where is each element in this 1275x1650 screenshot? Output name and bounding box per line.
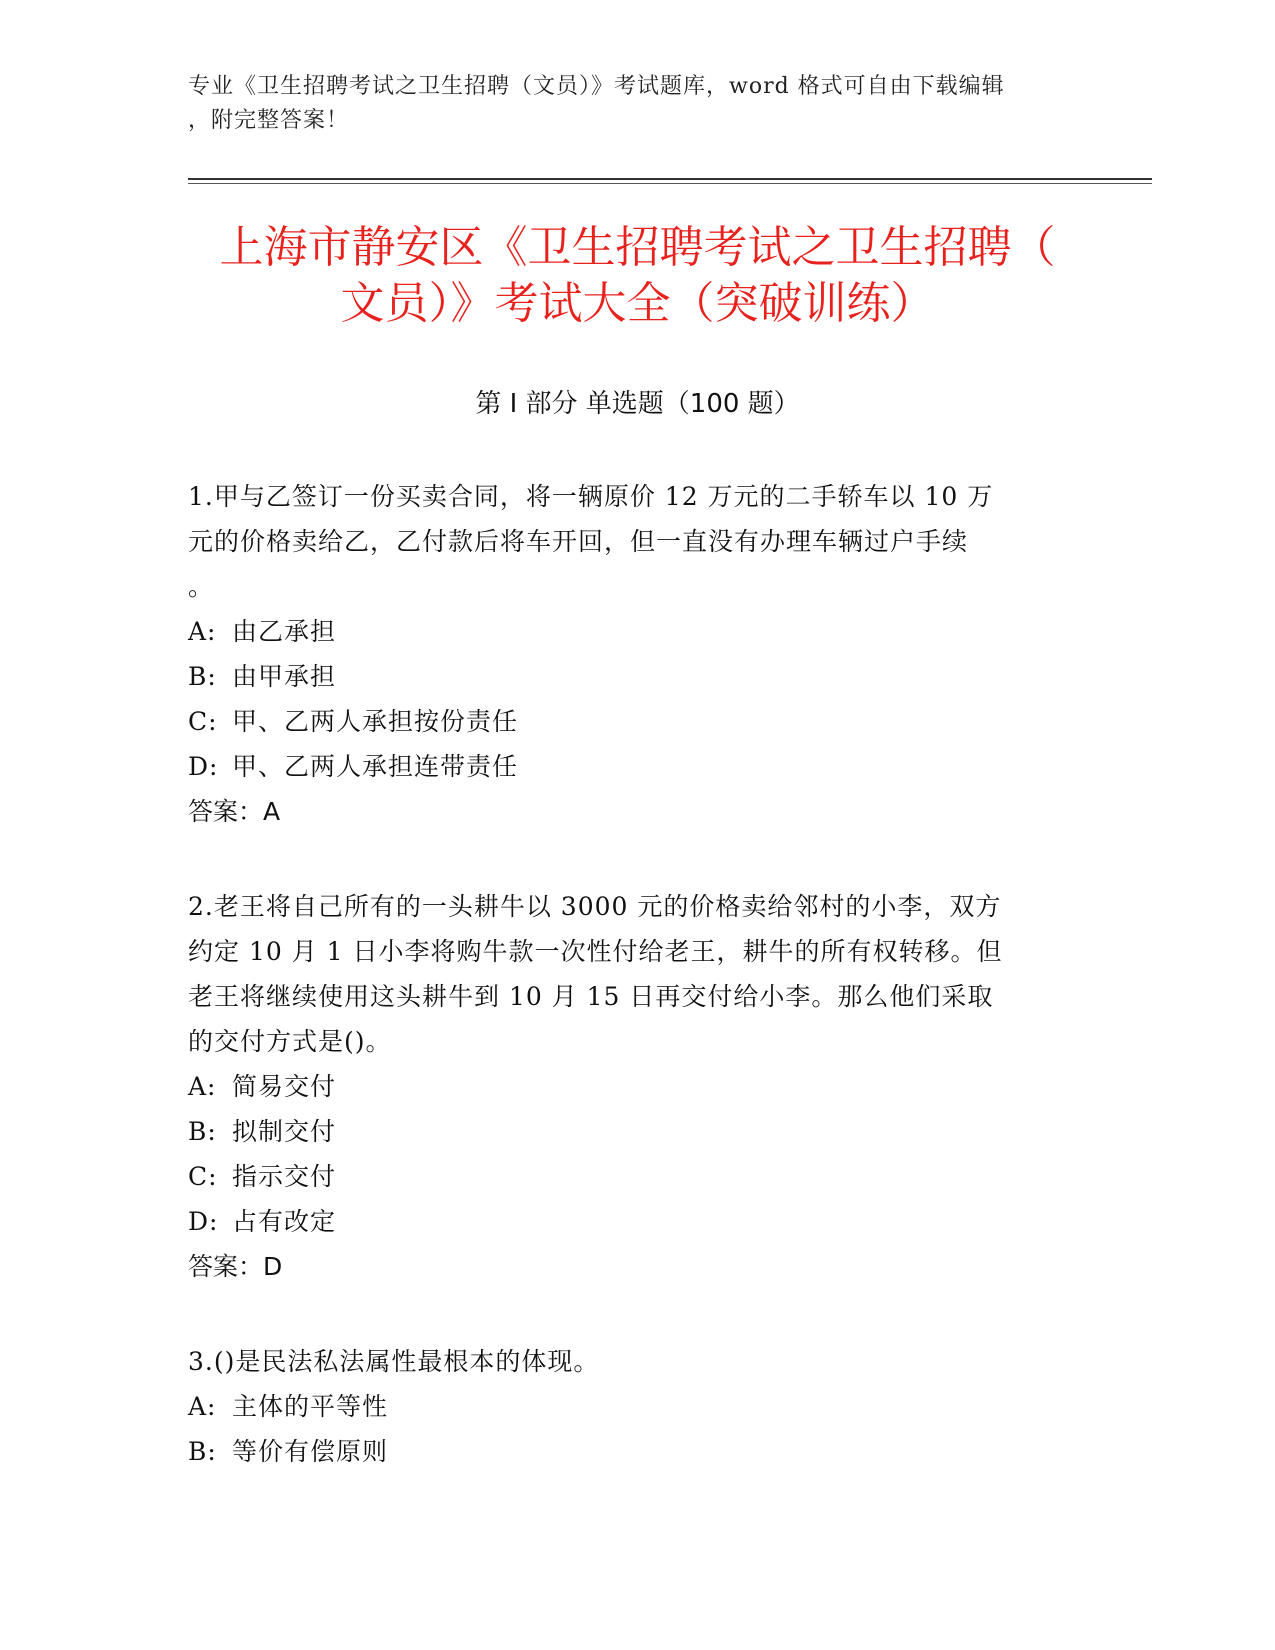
header-note-line-2: ，附完整答案！ — [188, 108, 350, 133]
option-letter: B: — [188, 1437, 217, 1466]
option-text: 拟制交付 — [232, 1117, 337, 1146]
question-stem-line: 1.甲与乙签订一份买卖合同，将一辆原价 12 万元的二手轿车以 10 万 — [188, 482, 994, 511]
option-letter: C: — [188, 1162, 218, 1191]
option-letter: C: — [188, 707, 218, 736]
option-text: 由乙承担 — [232, 617, 337, 646]
option-text: 指示交付 — [232, 1162, 337, 1191]
option-text: 简易交付 — [232, 1072, 337, 1101]
option-c — [188, 1154, 1068, 1199]
option-b — [188, 1429, 1068, 1474]
header-divider-thick — [188, 178, 1152, 180]
option-c — [188, 699, 1068, 744]
document-title-line-1: 上海市静安区《卫生招聘考试之卫生招聘（ — [219, 222, 1056, 273]
header-divider-thin — [188, 183, 1152, 184]
answer-line: 答案：A — [188, 797, 281, 826]
option-a — [188, 609, 1068, 654]
question-stem-line: 约定 10 月 1 日小李将购牛款一次性付给老王，耕牛的所有权转移。但 — [188, 937, 1003, 966]
option-text: 甲、乙两人承担按份责任 — [232, 707, 519, 736]
option-letter: A: — [188, 1392, 217, 1421]
option-letter: B: — [188, 662, 217, 691]
option-b — [188, 654, 1068, 699]
section-heading: 第 I 部分 单选题（100 题） — [475, 389, 800, 419]
question-stem-line: 2.老王将自己所有的一头耕牛以 3000 元的价格卖给邻村的小李，双方 — [188, 892, 1002, 921]
option-letter: B: — [188, 1117, 217, 1146]
question-stem-line: 3.()是民法私法属性最根本的体现。 — [188, 1347, 600, 1376]
option-text: 等价有偿原则 — [232, 1437, 389, 1466]
option-text: 由甲承担 — [232, 662, 337, 691]
question-stem-line: 。 — [188, 572, 215, 601]
document-title-line-2: 文员）》考试大全（突破训练） — [340, 278, 935, 329]
option-d — [188, 744, 1068, 789]
question-3 — [188, 1339, 1068, 1474]
option-letter: D: — [188, 752, 219, 781]
option-letter: D: — [188, 1207, 219, 1236]
option-b — [188, 1109, 1068, 1154]
header-note — [188, 70, 1078, 138]
option-a — [188, 1384, 1068, 1429]
document-title — [190, 220, 1085, 332]
question-stem-line: 元的价格卖给乙，乙付款后将车开回，但一直没有办理车辆过户手续 — [188, 527, 969, 556]
option-text: 甲、乙两人承担连带责任 — [232, 752, 519, 781]
question-stem-line: 的交付方式是()。 — [188, 1027, 392, 1056]
option-text: 占有改定 — [232, 1207, 337, 1236]
header-note-line-1: 专业《卫生招聘考试之卫生招聘（文员）》考试题库，word 格式可自由下载编辑 — [188, 74, 1005, 99]
question-2 — [188, 884, 1068, 1289]
option-text: 主体的平等性 — [232, 1392, 389, 1421]
answer-line: 答案：D — [188, 1252, 283, 1281]
option-letter: A: — [188, 1072, 217, 1101]
option-letter: A: — [188, 617, 217, 646]
question-1 — [188, 474, 1068, 834]
option-a — [188, 1064, 1068, 1109]
option-d — [188, 1199, 1068, 1244]
question-stem-line: 老王将继续使用这头耕牛到 10 月 15 日再交付给小李。那么他们采取 — [188, 982, 994, 1011]
